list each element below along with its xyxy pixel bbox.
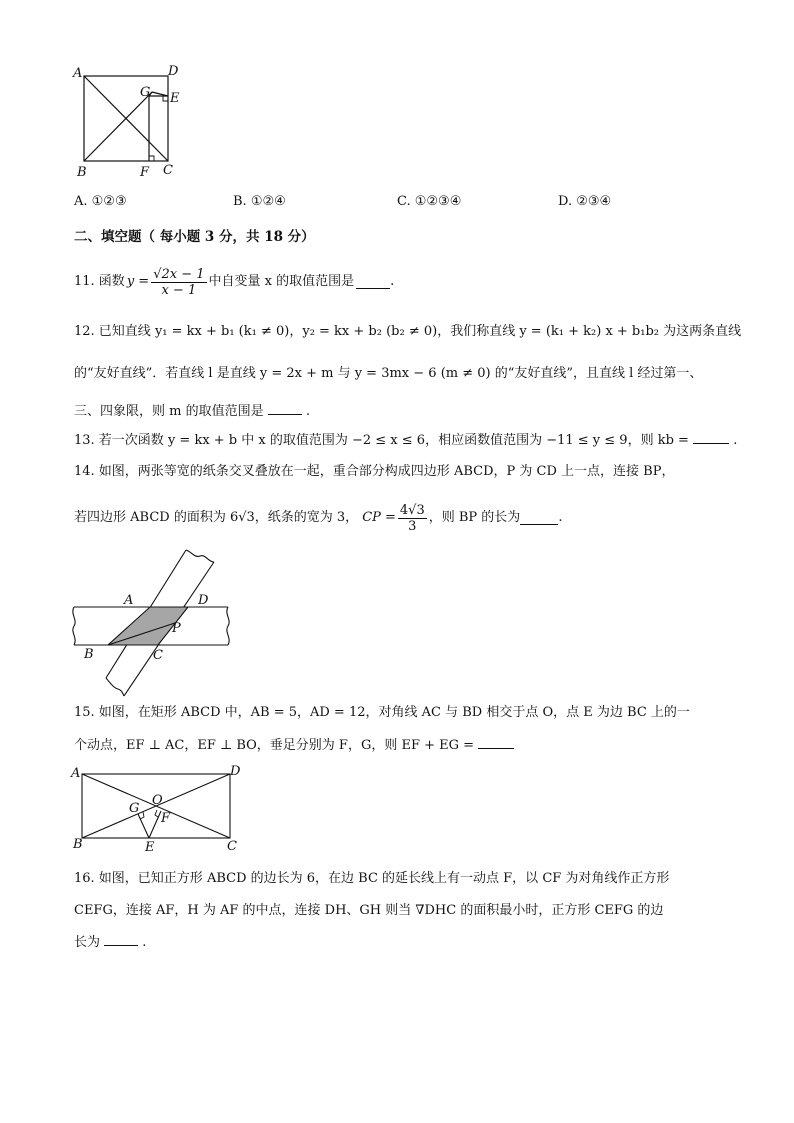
q15-answer-blank[interactable] <box>478 736 514 749</box>
label-G: G <box>129 801 140 816</box>
q11-numerator: √2x − 1 <box>153 266 205 282</box>
q11-suffix: 中自变量 x 的取值范围是 <box>208 274 355 289</box>
label-O: O <box>152 793 163 808</box>
label-A: A <box>73 66 83 81</box>
section-heading: 二、填空题（ 每小题 3 分，共 18 分） <box>74 229 315 245</box>
q11-denominator: x − 1 <box>161 282 197 298</box>
q12-answer-blank[interactable] <box>268 402 302 415</box>
q12-line3: 三、四象限，则 m 的取值范围是 <box>74 404 264 419</box>
q12-end: . <box>305 404 311 419</box>
q13-answer-blank[interactable] <box>693 431 729 444</box>
label-B: B <box>77 165 87 180</box>
question-11 <box>74 262 394 302</box>
label-B: B <box>84 647 94 662</box>
q16-end: . <box>142 935 147 950</box>
label-P: P <box>172 621 181 636</box>
label-C: C <box>163 163 173 178</box>
q16-line3-wrap <box>74 933 146 951</box>
label-A: A <box>124 593 134 608</box>
label-C: C <box>153 648 163 663</box>
label-E: E <box>145 840 155 855</box>
q14-fraction <box>398 503 427 534</box>
label-G: G <box>140 85 151 100</box>
q12-line2: 的“友好直线”．若直线 l 是直线 y = 2x + m 与 y = 3mx − 6 (m ≠ 0) 的“友好直线”，且直线 l 经过第一、 <box>74 366 703 381</box>
q13-end: . <box>733 433 738 448</box>
q14-line2 <box>74 498 562 538</box>
label-B: B <box>73 837 83 852</box>
q10-option-d[interactable]: D. ②③④ <box>558 194 612 209</box>
q14-strips-figure <box>68 548 248 698</box>
q11-end: . <box>390 274 395 289</box>
q12-line3-wrap <box>74 402 310 420</box>
label-F: F <box>140 165 150 180</box>
label-F: F <box>161 811 171 826</box>
q14-answer-blank[interactable] <box>520 512 558 525</box>
q16-line2: CEFG，连接 AF，H 为 AF 的中点，连接 DH、GH 则当 ∇DHC 的面积最小时，正方形 CEFG 的边 <box>74 903 664 918</box>
q15-rectangle-figure <box>68 762 254 858</box>
q13-text: 13. 若一次函数 y = kx + b 中 x 的取值范围为 −2 ≤ x ≤ 6，相应函数值范围为 −11 ≤ y ≤ 9，则 kb = <box>74 433 689 448</box>
q12-line1: 12. 已知直线 y₁ = kx + b₁ (k₁ ≠ 0)，y₂ = kx + b₂ (b₂ ≠ 0)，我们称直线 y = (k₁ + k₂) x + b₁b₂ 为这两条直线 <box>74 324 742 339</box>
q11-prefix: 11. 函数 <box>74 274 125 289</box>
q15-line2: 个动点，EF ⊥ AC，EF ⊥ BO，垂足分别为 F，G，则 EF + EG = <box>74 738 475 753</box>
label-C: C <box>227 839 237 854</box>
q14-line2-a: 若四边形 ABCD 的面积为 6√3，纸条的宽为 3， <box>74 510 359 525</box>
q11-answer-blank[interactable] <box>356 276 390 289</box>
q14-line1: 14. 如图，两张等宽的纸条交叉叠放在一起，重合部分构成四边形 ABCD，P 为 CD 上一点，连接 BP， <box>74 464 675 479</box>
label-E: E <box>170 91 180 106</box>
q10-option-a[interactable]: A. ①②③ <box>74 194 127 209</box>
q16-answer-blank[interactable] <box>104 933 138 946</box>
label-D: D <box>168 64 179 79</box>
question-13 <box>74 431 737 449</box>
q10-option-c[interactable]: C. ①②③④ <box>397 194 462 209</box>
q14-cp: CP = <box>362 510 396 525</box>
q10-square-figure <box>70 62 190 180</box>
q11-fraction <box>151 267 206 298</box>
q14-line2-b: ，则 BP 的长为 <box>428 510 521 525</box>
label-A: A <box>71 766 81 781</box>
q15-line2-wrap <box>74 736 514 754</box>
q14-numerator: 4√3 <box>399 502 425 518</box>
q14-end: . <box>558 510 563 525</box>
label-D: D <box>230 764 241 779</box>
q10-option-b[interactable]: B. ①②④ <box>233 194 286 209</box>
q16-line3: 长为 <box>74 935 101 950</box>
q15-line1: 15. 如图，在矩形 ABCD 中，AB = 5，AD = 12，对角线 AC 与 BD 相交于点 O，点 E 为边 BC 上的一 <box>74 705 690 720</box>
q14-denominator: 3 <box>408 518 417 534</box>
q11-y-eq: y = <box>126 274 150 289</box>
label-D: D <box>198 593 209 608</box>
q16-line1: 16. 如图，已知正方形 ABCD 的边长为 6，在边 BC 的延长线上有一动点 F，以 CF 为对角线作正方形 <box>74 871 670 886</box>
